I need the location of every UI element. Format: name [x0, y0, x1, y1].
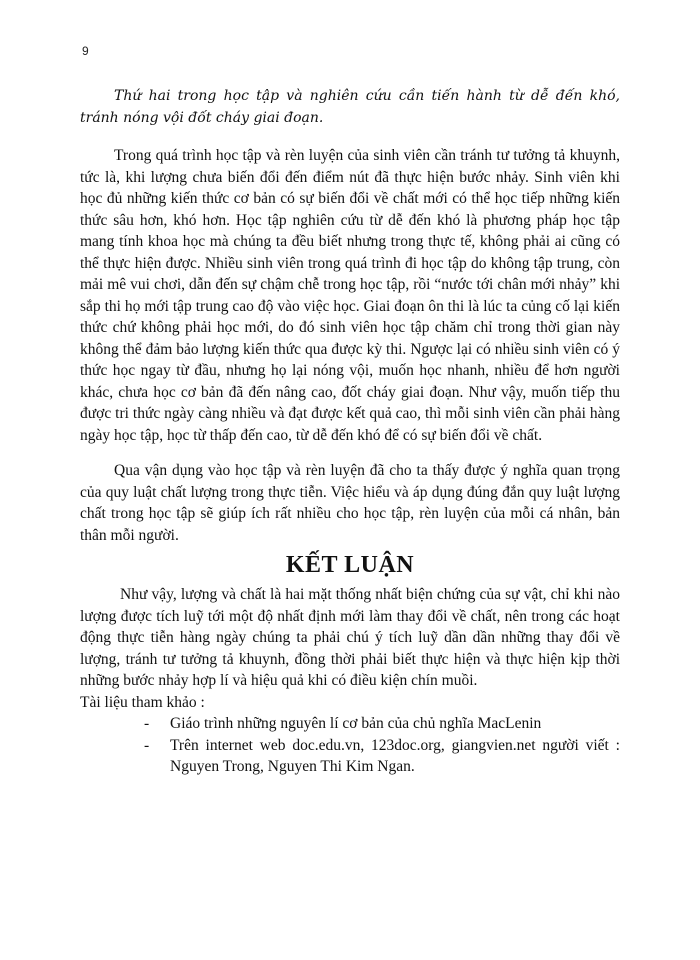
conclusion-paragraph: Như vậy, lượng và chất là hai mặt thống nhất biện chứng của sự vật, chỉ khi nào lượng được tích luỹ tới một độ nhất định mới làm thay đổi về chất, nên trong các hoạt động thực tiễn hàng ngày chúng ta phải chú ý tích luỹ dần dần những thay đổi về lượng, tránh tư tưởng tả khuynh, đồng thời phải biết thực hiện và thực hiện kịp thời những bước nhảy hợp lí và hiệu quả khi có điều kiện chín muồi.	[80, 586, 620, 689]
page-content	[80, 86, 620, 778]
reference-item	[144, 735, 620, 778]
reference-item	[144, 713, 620, 735]
application-paragraph: Qua vận dụng vào học tập và rèn luyện đã cho ta thấy được ý nghĩa quan trọng của quy luật chất lượng trong thực tiễn. Việc hiểu và áp dụng đúng đắn quy luật lượng chất trong học tập sẽ giúp ích rất nhiều cho học tập, rèn luyện của mỗi cá nhân, bản thân mỗi người.	[80, 462, 620, 544]
page-number: 9	[82, 44, 89, 58]
study-process-paragraph: Trong quá trình học tập và rèn luyện của sinh viên cần tránh tư tưởng tả khuynh, tức là, khi lượng chưa biến đổi đến điểm nút đã thực hiện bước nhảy. Sinh viên khi học đủ những kiến thức cơ bản có sự biến đổi về chất mới có thể học tiếp những kiến thức sâu hơn, khó hơn. Học tập nghiên cứu từ dễ đến khó là phương pháp học tập mang tính khoa học mà chúng ta đều biết nhưng trong thực tế, không phải ai cũng có thể thực hiện được. Nhiều sinh viên trong quá trình đi học tập do không tập trung, còn mải mê vui chơi, dẫn đến sự chậm chễ trong học tập, rồi “nước tới chân mới nhảy” khi sắp thi họ mới tập trung cao độ vào việc học. Giai đoạn ôn thi là lúc ta củng cố lại kiến thức chứ không phải học mới, do đó sinh viên học tập chăm chỉ trong thời gian này không thể đảm bảo lượng kiến thức qua được kỳ thi. Ngược lại có nhiều sinh viên có ý thức học ngay từ đầu, nhưng họ lại nóng vội, muốn học nhanh, nhiều để hơn người khác, chưa học cơ bản đã đến nâng cao, đốt cháy giai đoạn. Như vậy, muốn tiếp thu được tri thức ngày càng nhiều và đạt được kết quả cao, thì mỗi sinh viên cần phải hàng ngày học tập, học từ thấp đến cao, từ dễ đến khó để có sự biến đổi về chất.	[80, 147, 620, 444]
conclusion-heading: KẾT LUẬN	[285, 552, 415, 578]
list-dash: -	[144, 715, 150, 732]
references-list	[80, 713, 620, 778]
list-dash: -	[144, 736, 150, 754]
references-label: Tài liệu tham khảo :	[80, 693, 205, 711]
reference-text: Giáo trình những nguyên lí cơ bản của chủ nghĩa MacLenin	[170, 715, 542, 732]
reference-text: Trên internet web doc.edu.vn, 123doc.org, giangvien.net người viết : Nguyen Trong, Nguyen Thi Kim Ngan.	[170, 736, 620, 775]
italic-intro-paragraph: Thứ hai trong học tập và nghiên cứu cần tiến hành từ dễ đến khó, tránh nóng vội đốt cháy giai đoạn.	[80, 88, 620, 126]
